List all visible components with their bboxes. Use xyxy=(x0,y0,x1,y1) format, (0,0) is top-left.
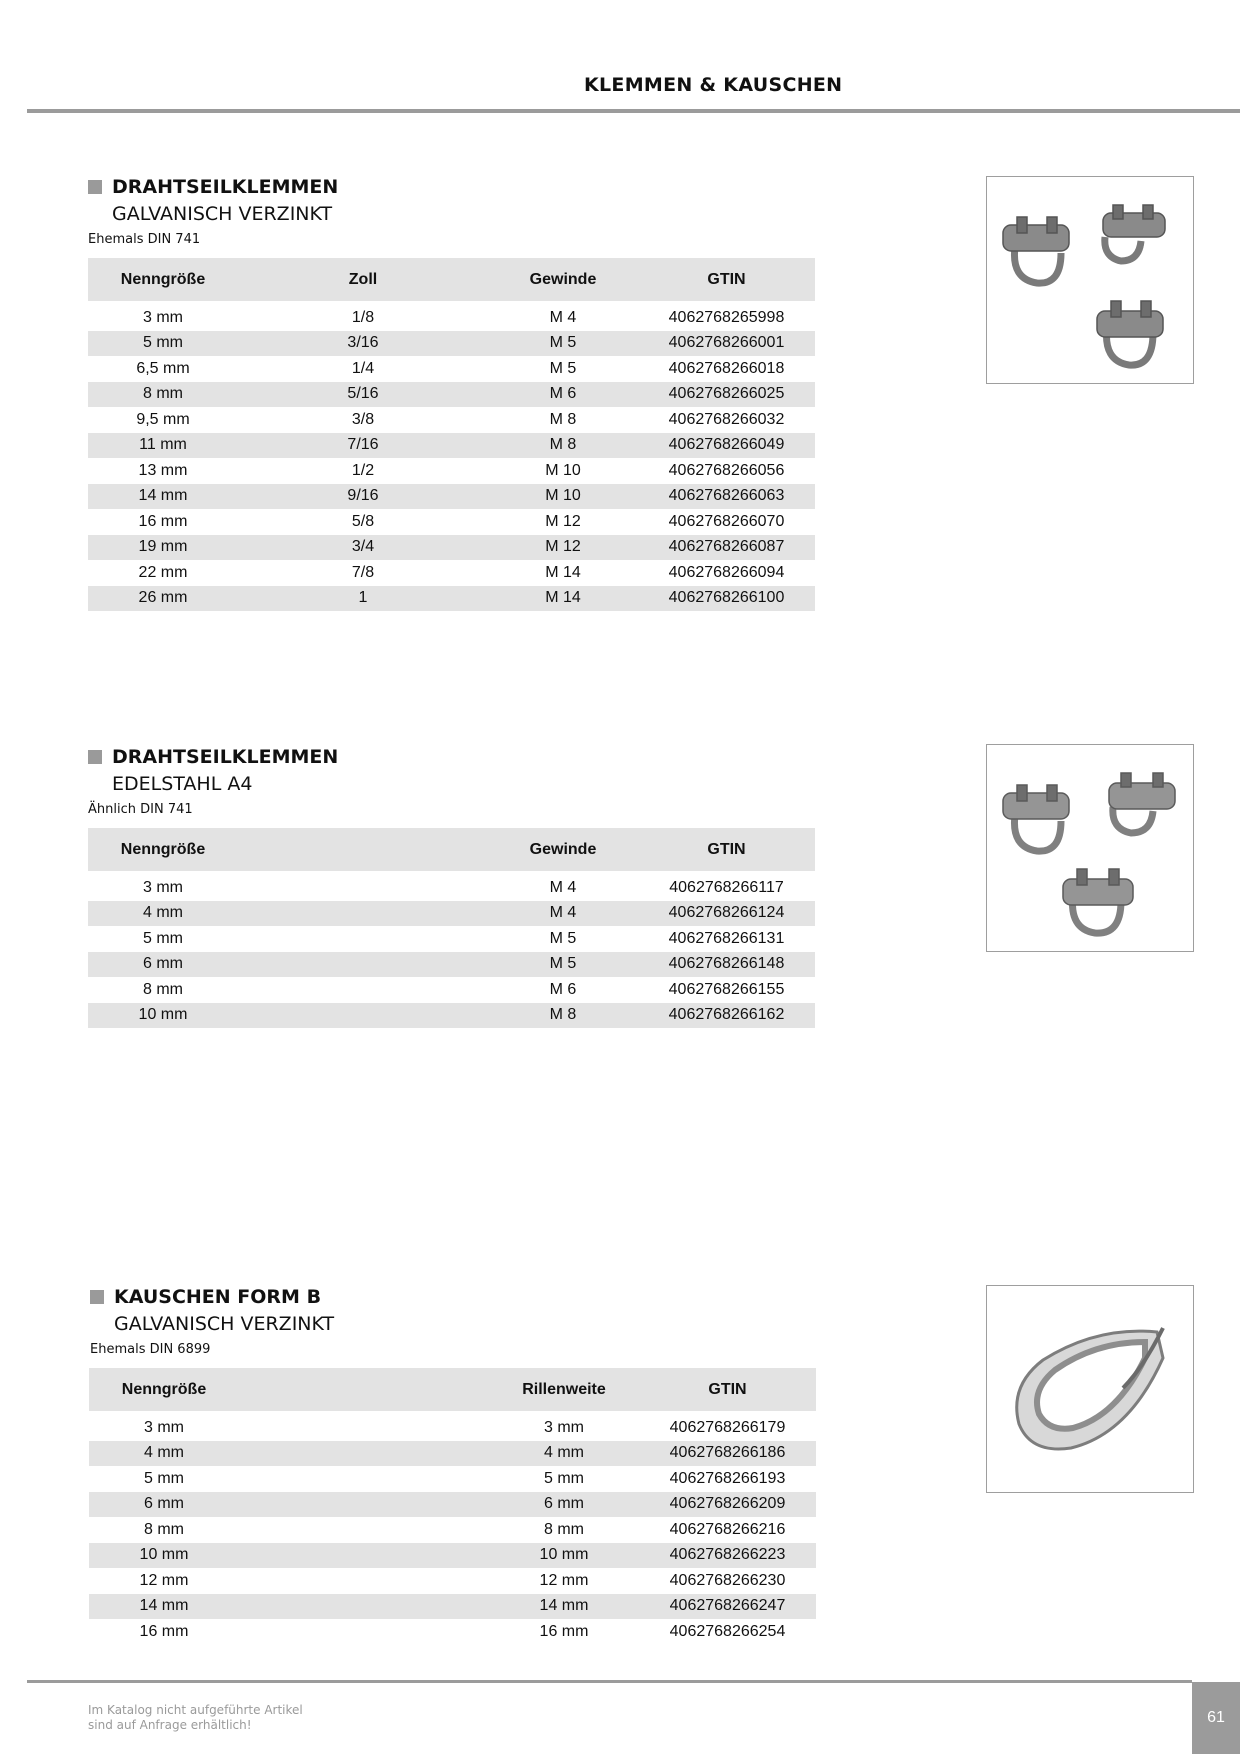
column-header: GTIN xyxy=(707,840,746,858)
table-cell: M 10 xyxy=(545,461,581,479)
table-cell: 3/8 xyxy=(351,410,375,428)
table-row xyxy=(89,1594,816,1620)
section-title xyxy=(90,1285,820,1309)
table-cell: 5/16 xyxy=(347,385,379,403)
table-row xyxy=(88,509,815,535)
section-title xyxy=(88,175,818,199)
table-cell: M 5 xyxy=(549,955,577,973)
table-cell: 4062768266117 xyxy=(669,878,784,896)
column-header: GTIN xyxy=(707,270,746,288)
footer-divider xyxy=(27,1680,1192,1683)
table-cell: 14 mm xyxy=(139,1597,189,1615)
table-cell: 16 mm xyxy=(139,1622,189,1640)
table-cell: 4062768266025 xyxy=(668,385,785,403)
table-cell: 9/16 xyxy=(347,487,379,505)
table-cell: 4062768266162 xyxy=(668,1006,785,1024)
product-photo-thimbles xyxy=(986,1285,1194,1493)
table-cell: 4062768266094 xyxy=(668,563,785,581)
section-subtitle: GALVANISCH VERZINKT xyxy=(114,1313,335,1335)
product-table xyxy=(89,1368,816,1645)
table-cell: 3 mm xyxy=(144,1418,184,1436)
column-header: Gewinde xyxy=(529,270,597,288)
table-row xyxy=(88,535,815,561)
table-cell: 4062768266216 xyxy=(669,1520,786,1538)
table-cell: 4062768266070 xyxy=(668,512,785,530)
table-cell: 4062768266056 xyxy=(668,461,785,479)
table-cell xyxy=(238,952,488,978)
table-row xyxy=(89,1441,816,1467)
table-row xyxy=(88,871,815,901)
table-cell: 1/2 xyxy=(351,461,375,479)
column-header-empty xyxy=(239,1368,489,1411)
table-cell xyxy=(238,1003,488,1029)
column-header: Nenngröße xyxy=(121,1380,207,1398)
table-row xyxy=(88,301,815,331)
section-title-text: DRAHTSEILKLEMMEN xyxy=(112,746,339,768)
table-cell: 22 mm xyxy=(138,563,188,581)
column-header-empty xyxy=(238,828,488,871)
table-cell: M 6 xyxy=(549,980,577,998)
table-cell: M 12 xyxy=(545,512,581,530)
table-row xyxy=(89,1492,816,1518)
table-cell xyxy=(238,901,488,927)
table-cell: 5 mm xyxy=(143,334,183,352)
table-cell: 8 mm xyxy=(544,1520,584,1538)
table-cell: 1 xyxy=(358,589,368,607)
square-bullet-icon xyxy=(88,750,102,764)
table-cell: M 8 xyxy=(549,410,577,428)
table-cell: 4 mm xyxy=(144,1444,184,1462)
table-cell: 4062768266032 xyxy=(668,410,785,428)
table-cell: M 4 xyxy=(549,878,577,896)
table-cell: 4062768266247 xyxy=(669,1597,786,1615)
table-cell: M 4 xyxy=(549,904,577,922)
table-cell: 8 mm xyxy=(143,385,183,403)
table-cell: 4062768266193 xyxy=(669,1469,786,1487)
table-cell: M 4 xyxy=(549,308,577,326)
table-cell: M 5 xyxy=(549,929,577,947)
section-norm-note: Ehemals DIN 6899 xyxy=(90,1342,211,1357)
table-row xyxy=(89,1411,816,1441)
table-cell: M 12 xyxy=(545,538,581,556)
table-row xyxy=(88,382,815,408)
table-cell xyxy=(238,926,488,952)
table-cell: 14 mm xyxy=(138,487,188,505)
table-cell: 4062768265998 xyxy=(668,308,785,326)
table-cell: 1/4 xyxy=(351,359,375,377)
page-number: 61 xyxy=(1192,1682,1240,1754)
table-cell: M 10 xyxy=(545,487,581,505)
table-cell: 3 mm xyxy=(143,308,183,326)
table-cell: 16 mm xyxy=(138,512,188,530)
table-row xyxy=(88,331,815,357)
column-header: GTIN xyxy=(708,1380,747,1398)
table-cell xyxy=(238,871,488,901)
table-cell: 4062768266063 xyxy=(668,487,785,505)
table-cell: 10 mm xyxy=(138,1006,188,1024)
section-subtitle: EDELSTAHL A4 xyxy=(112,773,253,795)
table-cell: 1/8 xyxy=(351,308,375,326)
table-cell: M 5 xyxy=(549,334,577,352)
table-cell: 4062768266223 xyxy=(669,1546,786,1564)
table-cell: 14 mm xyxy=(539,1597,589,1615)
column-header: Rillenweite xyxy=(522,1380,606,1398)
table-cell: 4062768266148 xyxy=(668,955,785,973)
table-cell xyxy=(239,1517,489,1543)
section-galvanized-clips xyxy=(88,175,818,611)
table-cell: 4062768266001 xyxy=(668,334,785,352)
table-cell: 26 mm xyxy=(138,589,188,607)
table-cell: 6 mm xyxy=(143,955,183,973)
section-title-text: DRAHTSEILKLEMMEN xyxy=(112,176,339,198)
table-cell: 4062768266124 xyxy=(668,904,785,922)
table-cell xyxy=(239,1441,489,1467)
section-title xyxy=(88,745,818,769)
table-cell xyxy=(239,1543,489,1569)
table-row xyxy=(88,560,815,586)
table-row xyxy=(88,484,815,510)
header-divider xyxy=(27,109,1240,113)
table-cell: M 8 xyxy=(549,1006,577,1024)
table-cell: 3/4 xyxy=(351,538,375,556)
table-row xyxy=(89,1619,816,1645)
table-cell: 4 mm xyxy=(544,1444,584,1462)
table-cell: 19 mm xyxy=(138,538,188,556)
table-cell: 4062768266100 xyxy=(668,589,785,607)
section-title-text: KAUSCHEN FORM B xyxy=(114,1286,322,1308)
table-cell xyxy=(239,1492,489,1518)
table-cell: M 6 xyxy=(549,385,577,403)
table-cell: M 8 xyxy=(549,436,577,454)
table-cell: 4062768266087 xyxy=(668,538,785,556)
section-stainless-clips xyxy=(88,745,818,1028)
product-photo-galvanized-clips xyxy=(986,176,1194,384)
table-cell: 4062768266254 xyxy=(669,1622,786,1640)
table-header-row xyxy=(88,828,815,871)
table-row xyxy=(88,926,815,952)
table-row xyxy=(89,1568,816,1594)
column-header: Nenngröße xyxy=(120,840,206,858)
wire-rope-clip-galvanized-icon xyxy=(987,177,1193,383)
table-cell: 8 mm xyxy=(144,1520,184,1538)
table-cell xyxy=(239,1466,489,1492)
table-cell: 5 mm xyxy=(143,929,183,947)
table-cell: 5 mm xyxy=(144,1469,184,1487)
table-header-row xyxy=(89,1368,816,1411)
table-cell xyxy=(239,1568,489,1594)
wire-rope-clip-stainless-icon xyxy=(987,745,1193,951)
table-header-row xyxy=(88,258,815,301)
table-row xyxy=(88,977,815,1003)
table-cell xyxy=(239,1619,489,1645)
footer-note-line: Im Katalog nicht aufgeführte Artikel xyxy=(88,1703,303,1717)
table-cell: 3/16 xyxy=(347,334,379,352)
column-header: Gewinde xyxy=(529,840,597,858)
column-header: Zoll xyxy=(348,270,378,288)
table-cell: 12 mm xyxy=(139,1571,189,1589)
table-row xyxy=(88,407,815,433)
table-cell: 4062768266049 xyxy=(668,436,785,454)
product-table xyxy=(88,258,815,611)
table-cell: 7/8 xyxy=(351,563,375,581)
table-cell: 3 mm xyxy=(544,1418,584,1436)
table-cell: M 5 xyxy=(549,359,577,377)
table-row xyxy=(88,901,815,927)
table-cell xyxy=(238,977,488,1003)
page-header-title: KLEMMEN & KAUSCHEN xyxy=(584,74,843,96)
table-cell: 4062768266230 xyxy=(669,1571,786,1589)
footer-note-line: sind auf Anfrage erhältlich! xyxy=(88,1718,252,1732)
table-row xyxy=(89,1543,816,1569)
square-bullet-icon xyxy=(88,180,102,194)
table-row xyxy=(88,356,815,382)
section-thimbles xyxy=(90,1285,820,1645)
table-cell: 7/16 xyxy=(347,436,379,454)
table-cell: 6 mm xyxy=(544,1495,584,1513)
table-row xyxy=(89,1466,816,1492)
table-cell: 4062768266018 xyxy=(668,359,785,377)
table-cell: 12 mm xyxy=(539,1571,589,1589)
table-row xyxy=(88,1003,815,1029)
table-cell xyxy=(239,1594,489,1620)
table-row xyxy=(88,586,815,612)
table-cell xyxy=(239,1411,489,1441)
table-cell: 11 mm xyxy=(139,436,187,454)
section-norm-note: Ähnlich DIN 741 xyxy=(88,802,193,817)
column-header: Nenngröße xyxy=(120,270,206,288)
table-cell: 6,5 mm xyxy=(136,359,190,377)
table-cell: 10 mm xyxy=(539,1546,589,1564)
table-row xyxy=(89,1517,816,1543)
section-norm-note: Ehemals DIN 741 xyxy=(88,232,201,247)
table-cell: 4 mm xyxy=(143,904,183,922)
table-cell: 4062768266186 xyxy=(669,1444,786,1462)
table-row xyxy=(88,433,815,459)
table-cell: M 14 xyxy=(545,563,581,581)
table-cell: 16 mm xyxy=(539,1622,589,1640)
section-subtitle: GALVANISCH VERZINKT xyxy=(112,203,333,225)
table-cell: 4062768266209 xyxy=(669,1495,786,1513)
table-cell: 13 mm xyxy=(138,461,188,479)
table-cell: 4062768266131 xyxy=(668,929,785,947)
table-cell: 10 mm xyxy=(139,1546,189,1564)
table-cell: 8 mm xyxy=(143,980,183,998)
square-bullet-icon xyxy=(90,1290,104,1304)
table-cell: 3 mm xyxy=(143,878,183,896)
product-table xyxy=(88,828,815,1028)
product-photo-stainless-clips xyxy=(986,744,1194,952)
table-cell: 5 mm xyxy=(544,1469,584,1487)
table-cell: 9,5 mm xyxy=(136,410,190,428)
table-cell: 4062768266179 xyxy=(669,1418,786,1436)
footer-note xyxy=(88,1703,303,1733)
table-row xyxy=(88,458,815,484)
table-cell: 4062768266155 xyxy=(668,980,785,998)
table-cell: 6 mm xyxy=(144,1495,184,1513)
table-cell: M 14 xyxy=(545,589,581,607)
thimble-icon xyxy=(987,1286,1193,1492)
table-cell: 5/8 xyxy=(351,512,375,530)
table-row xyxy=(88,952,815,978)
